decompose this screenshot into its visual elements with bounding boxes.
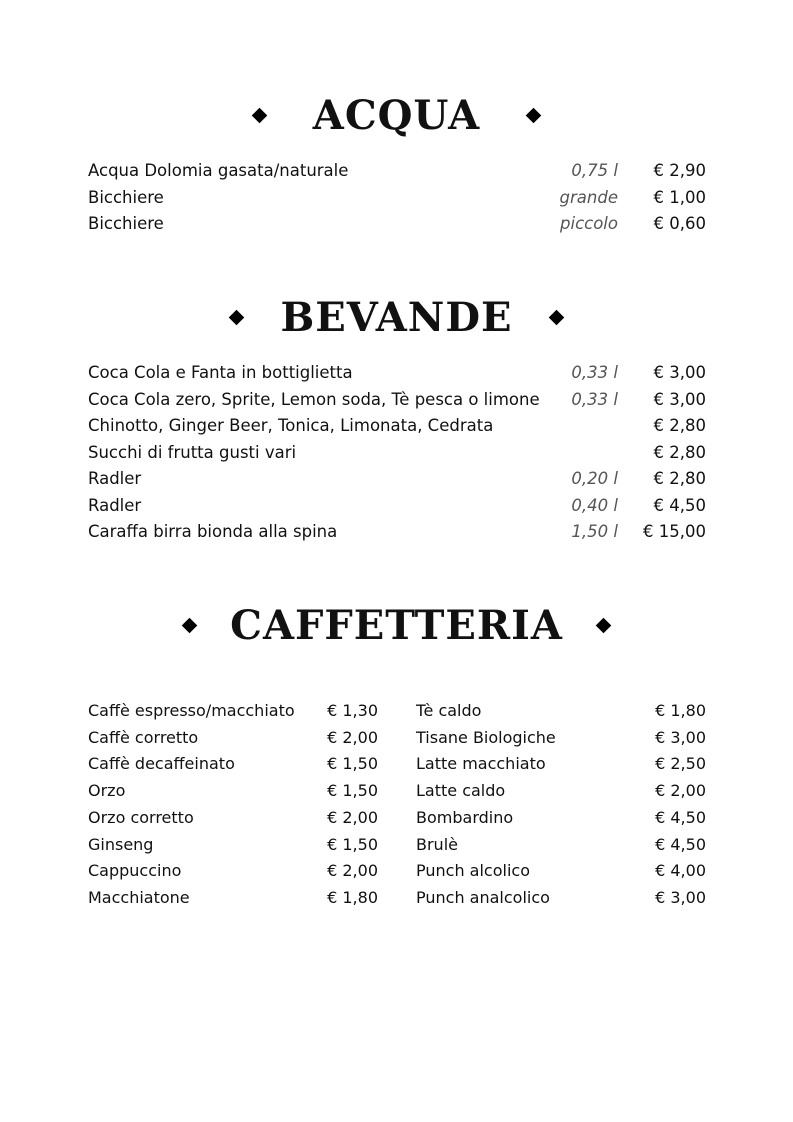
menu-item (88, 387, 706, 413)
section-heading: CAFFETTERIA (230, 602, 563, 649)
item-price: € 3,00 (655, 727, 706, 747)
item-name: Punch analcolico (416, 887, 550, 907)
item-name: Latte caldo (416, 781, 506, 801)
item-price: € 2,50 (655, 754, 706, 774)
item-price: € 1,00 (653, 187, 706, 207)
item-price: € 1,50 (327, 754, 378, 774)
menu-item (416, 858, 706, 884)
menu-item (88, 185, 706, 211)
item-price: € 2,00 (655, 781, 706, 801)
item-name: Bombardino (416, 807, 514, 827)
item-name: Chinotto, Ginger Beer, Tonica, Limonata, Cedrata (88, 416, 494, 435)
item-price: € 0,60 (653, 214, 706, 233)
item-name: Latte macchiato (416, 754, 546, 774)
section-title-acqua (0, 86, 793, 146)
menu-item (88, 158, 706, 184)
item-price: € 2,00 (327, 727, 378, 747)
item-quantity: grande (559, 187, 618, 207)
menu-item (88, 778, 378, 804)
menu-item (88, 360, 706, 386)
item-quantity: 1,50 l (571, 522, 618, 541)
item-name: Caraffa birra bionda alla spina (88, 522, 338, 541)
menu-item (416, 725, 706, 751)
item-quantity: 0,20 l (571, 469, 618, 488)
item-price: € 1,80 (655, 701, 706, 720)
menu-item (88, 858, 378, 884)
item-price: € 15,00 (643, 522, 706, 541)
section-heading: BEVANDE (280, 294, 513, 341)
menu-item (416, 751, 706, 777)
item-price: € 4,50 (655, 834, 706, 854)
item-price: € 1,80 (327, 887, 378, 907)
item-name: Punch alcolico (416, 861, 530, 881)
item-name: Cappuccino (88, 861, 182, 881)
item-name: Macchiatone (88, 887, 190, 907)
menu-item (88, 466, 706, 492)
item-name: Caffè corretto (88, 727, 199, 747)
menu-item (416, 698, 706, 724)
item-name: Caffè espresso/macchiato (88, 701, 295, 720)
item-quantity: 0,75 l (571, 161, 618, 180)
menu-item (416, 778, 706, 804)
item-name: Succhi di frutta gusti vari (88, 442, 297, 462)
item-price: € 2,00 (327, 807, 378, 827)
item-quantity: 0,40 l (571, 495, 618, 515)
item-name: Bicchiere (88, 187, 164, 207)
menu-item (88, 751, 378, 777)
item-price: € 4,00 (655, 861, 706, 881)
menu-item (416, 805, 706, 831)
item-name: Orzo (88, 781, 126, 801)
item-price: € 4,50 (653, 495, 706, 515)
menu-item (416, 832, 706, 858)
item-name: Tisane Biologiche (416, 727, 556, 747)
item-price: € 2,90 (653, 161, 706, 180)
item-price: € 4,50 (655, 807, 706, 827)
item-name: Coca Cola e Fanta in bottiglietta (88, 363, 353, 382)
item-name: Tè caldo (416, 701, 482, 720)
menu-item (88, 725, 378, 751)
item-name: Radler (88, 469, 142, 488)
menu-item (88, 519, 706, 545)
item-name: Ginseng (88, 834, 154, 854)
menu-item (88, 440, 706, 466)
menu-item (416, 885, 706, 911)
menu-item (88, 698, 378, 724)
item-name: Caffè decaffeinato (88, 754, 235, 774)
item-quantity: 0,33 l (571, 389, 618, 409)
item-quantity: 0,33 l (571, 363, 618, 382)
menu-item (88, 805, 378, 831)
item-name: Orzo corretto (88, 807, 194, 827)
section-title-caffetteria (0, 596, 793, 656)
item-price: € 2,80 (653, 442, 706, 462)
menu-item (88, 832, 378, 858)
item-price: € 2,00 (327, 861, 378, 881)
item-name: Acqua Dolomia gasata/naturale (88, 161, 349, 180)
item-price: € 1,30 (327, 701, 378, 720)
section-heading: ACQUA (312, 92, 481, 139)
item-name: Brulè (416, 834, 458, 854)
item-price: € 3,00 (655, 887, 706, 907)
menu-item (88, 413, 706, 439)
item-price: € 2,80 (653, 416, 706, 435)
item-quantity: piccolo (560, 214, 618, 233)
item-name: Bicchiere (88, 214, 164, 233)
menu-item (88, 885, 378, 911)
menu-item (88, 211, 706, 237)
item-price: € 3,00 (653, 363, 706, 382)
item-price: € 2,80 (653, 469, 706, 488)
item-price: € 1,50 (327, 781, 378, 801)
item-price: € 3,00 (653, 389, 706, 409)
item-price: € 1,50 (327, 834, 378, 854)
section-title-bevande (0, 288, 793, 348)
item-name: Radler (88, 495, 142, 515)
item-name: Coca Cola zero, Sprite, Lemon soda, Tè pesca o limone (88, 389, 540, 409)
menu-item (88, 493, 706, 519)
